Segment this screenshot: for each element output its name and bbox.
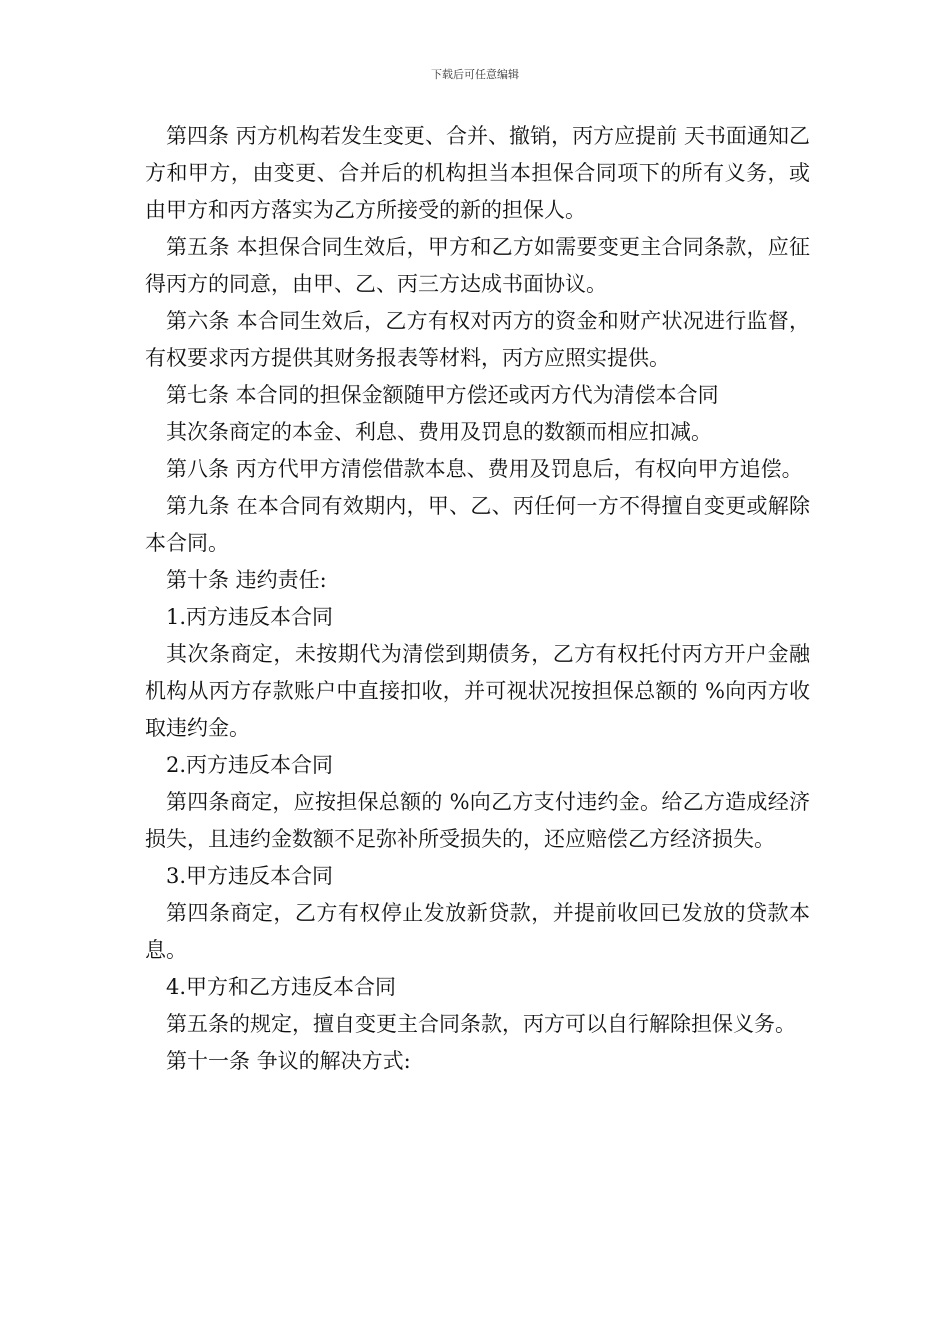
article-9-paragraph: 第九条 在本合同有效期内，甲、乙、丙任何一方不得擅自变更或解除本合同。 — [145, 494, 810, 555]
breach-item-3-text: 第四条商定，乙方有权停止发放新贷款，并提前收回已发放的贷款本息。 — [145, 901, 810, 962]
article-10-heading: 第十条 违约责任: — [166, 568, 327, 592]
article-11-heading: 第十一条 争议的解决方式: — [166, 1049, 411, 1073]
breach-item-1-heading: 1.丙方违反本合同 — [166, 605, 334, 629]
breach-item-3-heading: 3.甲方违反本合同 — [166, 864, 334, 888]
article-4-paragraph: 第四条 丙方机构若发生变更、合并、撤销，丙方应提前 天书面通知乙方和甲方，由变更、合并后的机构担当本担保合同项下的所有义务，或由甲方和丙方落实为乙方所接受的新的担保人。 — [145, 124, 810, 222]
breach-item-2-text: 第四条商定，应按担保总额的 %向乙方支付违约金。给乙方造成经济损失，且违约金数额不足弥补所受损失的，还应赔偿乙方经济损失。 — [145, 790, 810, 851]
breach-item-4-text: 第五条的规定，擅自变更主合同条款，丙方可以自行解除担保义务。 — [166, 1012, 796, 1036]
article-6-paragraph: 第六条 本合同生效后，乙方有权对丙方的资金和财产状况进行监督，有权要求丙方提供其财务报表等材料，丙方应照实提供。 — [145, 309, 810, 370]
article-5-paragraph: 第五条 本担保合同生效后，甲方和乙方如需要变更主合同条款，应征得丙方的同意，由甲、乙、丙三方达成书面协议。 — [145, 235, 810, 296]
article-8-paragraph: 第八条 丙方代甲方清偿借款本息、费用及罚息后，有权向甲方追偿。 — [166, 457, 803, 481]
article-7-continuation: 其次条商定的本金、利息、费用及罚息的数额而相应扣减。 — [166, 420, 712, 444]
breach-item-4-heading: 4.甲方和乙方违反本合同 — [166, 975, 397, 999]
breach-item-1-text: 其次条商定，未按期代为清偿到期债务，乙方有权托付丙方开户金融机构从丙方存款账户中直接扣收，并可视状况按担保总额的 %向丙方收取违约金。 — [145, 642, 810, 740]
breach-item-2-heading: 2.丙方违反本合同 — [166, 753, 334, 777]
article-7-paragraph: 第七条 本合同的担保金额随甲方偿还或丙方代为清偿本合同 — [166, 383, 719, 407]
document-body — [145, 118, 810, 1080]
page-header-note: 下载后可任意编辑 — [431, 68, 519, 81]
